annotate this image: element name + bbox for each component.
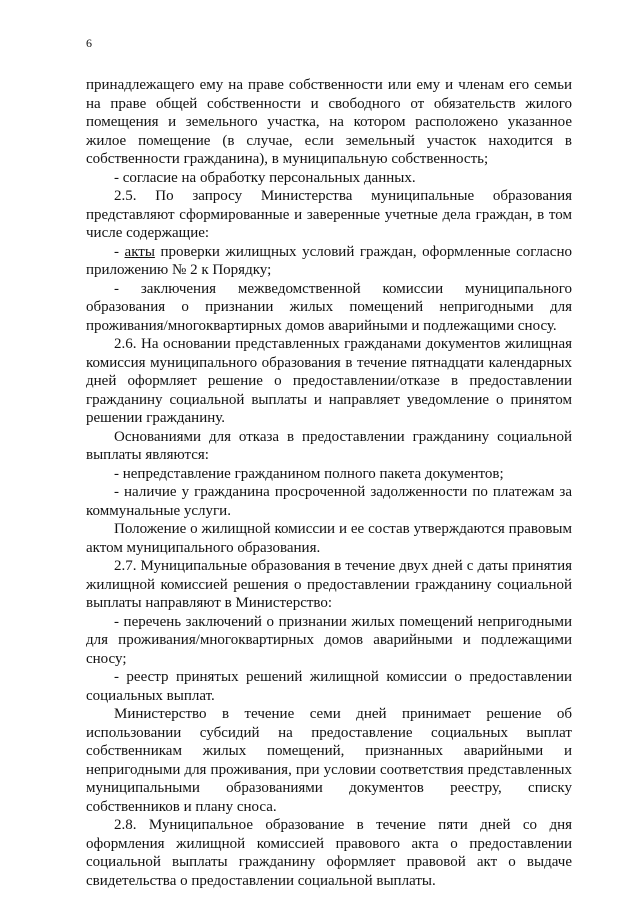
paragraph-acts <box>86 243 572 280</box>
paragraph-commission: Положение о жилищной комиссии и ее состав утверждаются правовым актом муниципального образования. <box>86 521 572 556</box>
page-number: 6 <box>86 36 92 50</box>
paragraph-2-6: 2.6. На основании представленных гражданами документов жилищная комиссия муниципального образования в течение пятнадцати календарных дней оформляет решение о предоставлении/отказе в предоставлении гражданину социальной выплаты и направляет уведомление о принятом решении гражданину. <box>86 336 572 426</box>
paragraph-conclusions: - заключения межведомственной комиссии муниципального образования о признании жилых помещений непригодными для проживания/многоквартирных домов аварийными и подлежащими сносу. <box>86 280 572 334</box>
paragraph-list-conclusions: - перечень заключений о признании жилых помещений непригодными для проживания/многоквартирных домов аварийными и подлежащими сносу; <box>86 613 572 667</box>
paragraph-ministry: Министерство в течение семи дней принимает решение об использовании субсидий на предоставление социальных выплат собственникам жилых помещений, признанных аварийными и непригодными для проживания, при условии соответствия представленных муниципальными образованиями документов реестру, списку собственников и плану сноса. <box>86 706 572 815</box>
document-body <box>86 76 572 890</box>
paragraph-refusal-grounds: Основаниями для отказа в предоставлении гражданину социальной выплаты являются: <box>86 428 572 463</box>
paragraph-continuation: принадлежащего ему на праве собственности или ему и членам его семьи на праве общей собственности и свободного от обязательств жилого помещения и земельного участка, на котором расположено указанное жилое помещение (в случае, если земельный участок находится в собственности гражданина), в муниципальную собственность; <box>86 77 572 167</box>
paragraph-refusal-1: - непредставление гражданином полного пакета документов; <box>114 465 504 482</box>
paragraph-2-5: 2.5. По запросу Министерства муниципальные образования представляют сформированные и заверенные учетные дела граждан, в том числе содержащие: <box>86 188 572 241</box>
paragraph-register: - реестр принятых решений жилищной комиссии о предоставлении социальных выплат. <box>86 669 572 704</box>
acts-rest: проверки жилищных условий граждан, оформленные согласно приложению № 2 к Порядку; <box>86 243 572 278</box>
paragraph-consent: - согласие на обработку персональных данных. <box>114 169 416 186</box>
paragraph-2-7: 2.7. Муниципальные образования в течение двух дней с даты принятия жилищной комиссией решения о предоставлении гражданину социальной выплаты направляют в Министерство: <box>86 558 572 611</box>
acts-underlined: акты <box>124 243 155 260</box>
paragraph-2-8: 2.8. Муниципальное образование в течение пяти дней со дня оформления жилищной комиссией правового акта о предоставлении социальной выплаты гражданину оформляет правовой акт о выдаче свидетельства о предоставлении социальной выплаты. <box>86 817 572 889</box>
acts-prefix: - <box>114 243 125 260</box>
paragraph-refusal-2: - наличие у гражданина просроченной задолженности по платежам за коммунальные услуги. <box>86 484 572 519</box>
